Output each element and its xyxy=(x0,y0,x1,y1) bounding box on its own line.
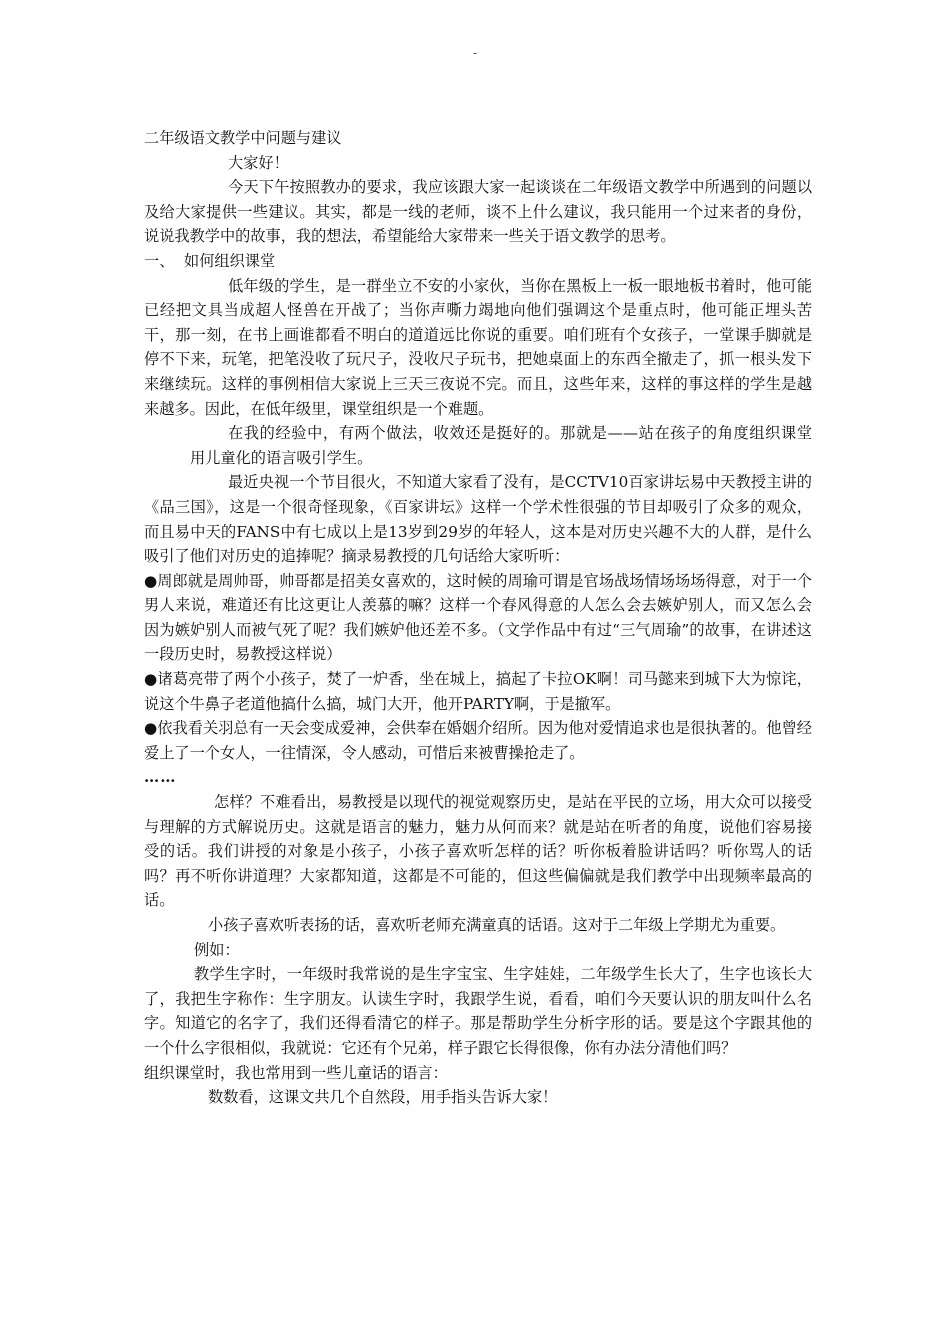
praise-paragraph: 小孩子喜欢听表扬的话，喜欢听老师充满童真的话语。这对于二年级上学期尤为重要。 xyxy=(208,916,786,934)
quote-item: ●依我看关羽总有一天会变成爱神，会供奉在婚姻介绍所。因为他对爱情追求也是很执著的。他曾经爱上了一个女人，一往情深，令人感动，可惜后来被曹操抢走了。 xyxy=(144,719,812,762)
count-paragraph: 数数看，这课文共几个自然段，用手指头告诉大家！ xyxy=(208,1088,558,1107)
section-heading: 一、 如何组织课堂 xyxy=(144,251,276,270)
organize-paragraph: 组织课堂时，我也常用到一些儿童话的语言： xyxy=(144,1063,448,1082)
document-title: 二年级语文教学中问题与建议 xyxy=(144,129,342,147)
quote-item: ●诸葛亮带了两个小孩子，焚了一炉香，坐在城上，搞起了卡拉OK啊！司马懿来到城下大为惊诧，说这个牛鼻子老道他搞什么搞，城门大开，他开PARTY啊，于是撤军。 xyxy=(144,670,812,713)
experience-text: 在我的经验中，有两个做法，收效还是挺好的。那就是——站在孩子的角度组织课堂 xyxy=(228,424,812,443)
quote-item: ●周郎就是周帅哥，帅哥都是招美女喜欢的，这时候的周瑜可谓是官场战场情场场场得意，对于一个男人来说，难道还有比这更让人羡慕的嘛？这样一个春风得意的人怎么会去嫉妒别人，而又怎么会因为嫉妒别人而被气死了呢？我们嫉妒他还差不多。（文学作品中有过“三气周瑜”的故事，在讲述这一段历史时，易教授这样说） xyxy=(144,571,812,664)
experience-text-continued: 用儿童化的语言吸引学生。 xyxy=(190,448,373,467)
ellipsis: …… xyxy=(144,768,177,787)
experience-paragraph xyxy=(144,421,812,470)
cctv-paragraph: 最近央视一个节目很火，不知道大家看了没有，是CCTV10百家讲坛易中天教授主讲的《品三国》，这是一个很奇怪现象，《百家讲坛》这样一个学术性很强的节目却吸引了众多的观众，而且易中天的FANS中有七成以上是13岁到29岁的年轻人，这本是对历史兴趣不大的人群，是什么吸引了他们对历史的追捧呢？摘录易教授的几句话给大家听听： xyxy=(144,473,812,566)
intro-paragraph: 今天下午按照教办的要求，我应该跟大家一起谈谈在二年级语文教学中所遇到的问题以及给大家提供一些建议。其实，都是一线的老师，谈不上什么建议，我只能用一个过来者的身份，说说我教学中的故事，我的想法，希望能给大家带来一些关于语文教学的思考。 xyxy=(144,178,812,246)
characters-paragraph: 教学生字时，一年级时我常说的是生字宝宝、生字娃娃，二年级学生长大了，生字也该长大了，我把生字称作：生字朋友。认读生字时，我跟学生说，看看，咱们今天要认识的朋友叫什么名字。知道它的名字了，我们还得看清它的样子。那是帮助学生分析字形的话。要是这个字跟其他的一个什么字很相似，我就说：它还有个兄弟，样子跟它长得很像，你有办法分清他们吗？ xyxy=(144,965,812,1057)
example-label: 例如： xyxy=(194,940,240,959)
students-paragraph: 低年级的学生，是一群坐立不安的小家伙，当你在黑板上一板一眼地板书着时，他可能已经把文具当成超人怪兽在开战了；当你声嘶力竭地向他们强调这个是重点时，他可能正埋头苦干，那一刻，在书上画谁都看不明白的道道远比你说的重要。咱们班有个女孩子，一堂课手脚就是停不下来，玩笔，把笔没收了玩尺子，没收尺子玩书，把她桌面上的东西全撤走了，抓一根头发下来继续玩。这样的事例相信大家说上三天三夜说不完。而且，这些年来，这样的事这样的学生是越来越多。因此，在低年级里，课堂组织是一个难题。 xyxy=(144,276,812,418)
document-body xyxy=(144,126,812,1110)
greeting: 大家好！ xyxy=(228,153,289,172)
analysis-paragraph: 怎样？不难看出，易教授是以现代的视觉观察历史，是站在平民的立场，用大众可以接受与理解的方式解说历史。这就是语言的魅力，魅力从何而来？就是站在听者的角度，说他们容易接受的话。我们讲授的对象是小孩子，小孩子喜欢听怎样的话？听你板着脸讲话吗？听你骂人的话吗？再不听你讲道理？大家都知道，这都是不可能的，但这些偏偏就是我们教学中出现频率最高的话。 xyxy=(144,793,812,910)
page-header-mark: - xyxy=(472,46,478,60)
